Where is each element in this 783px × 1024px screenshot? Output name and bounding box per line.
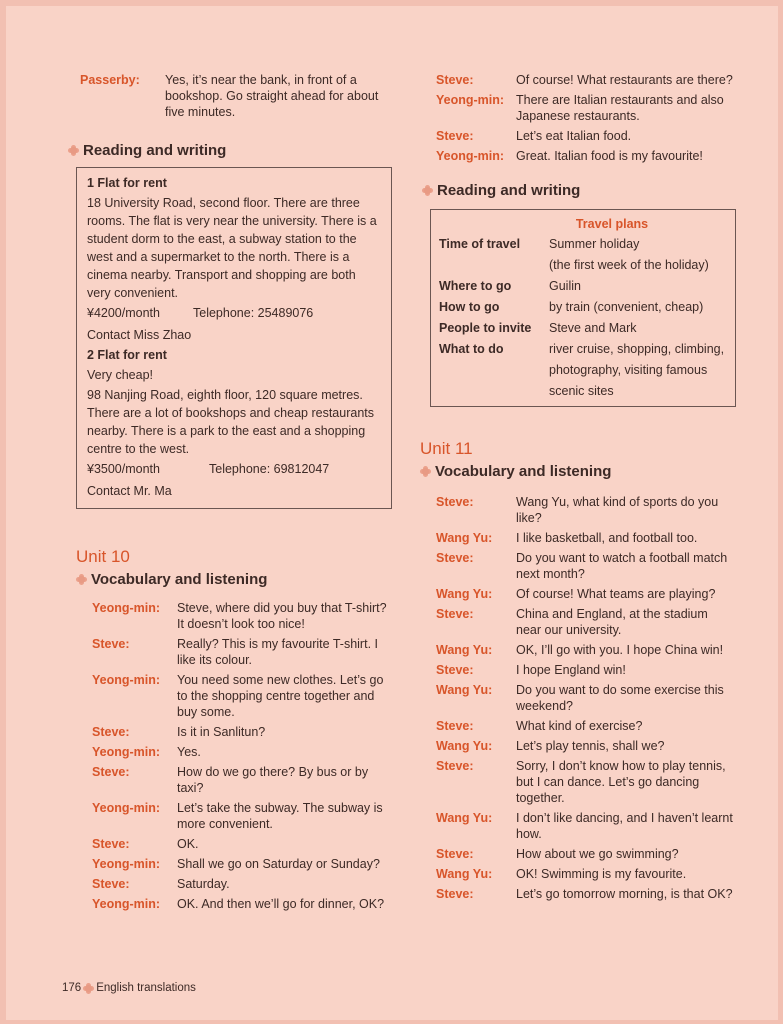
travel-key: People to invite (439, 321, 532, 335)
speaker: Steve: (92, 877, 130, 891)
travel-key: How to go (439, 300, 500, 314)
speaker: Wang Yu: (436, 587, 493, 601)
line-text: Saturday. (177, 877, 230, 891)
line-text: How do we go there? By bus or by taxi? (177, 765, 369, 795)
speaker: Steve: (92, 637, 130, 651)
vocab-heading: Vocabulary and listening (420, 463, 738, 480)
flat-1-contact: Contact Miss Zhao (87, 328, 192, 342)
line-text: Let’s play tennis, shall we? (516, 739, 665, 753)
dialogue-line (436, 72, 738, 88)
speaker: Steve: (436, 607, 474, 621)
line-text: Do you want to do some exercise this weekend? (516, 683, 724, 713)
line-text: You need some new clothes. Let’s go to the shopping centre together and buy some. (177, 673, 384, 719)
flat-2-phone: Telephone: 69812047 (209, 462, 330, 476)
speaker: Steve: (92, 765, 130, 779)
dialogue-line (436, 682, 734, 714)
dialogue-line (436, 718, 734, 734)
reading-writing-heading: Reading and writing (422, 182, 738, 199)
flat-1-description: 18 University Road, second floor. There are three rooms. The flat is very near the university. There is a student dorm to the east, a subway station to the west and a supermarket to the north. There is a cinema nearby. Transport and shopping are both very convenient. (87, 196, 377, 300)
line-text: I hope England win! (516, 663, 626, 677)
dialogue-line (436, 92, 738, 124)
line-text: Let’s eat Italian food. (516, 129, 632, 143)
unit-11-dialogue (436, 494, 734, 902)
speaker: Yeong-min: (436, 93, 505, 107)
speaker: Wang Yu: (436, 683, 493, 697)
travel-key: Where to go (439, 279, 512, 293)
speaker: Steve: (436, 495, 474, 509)
speaker: Yeong-min: (92, 801, 161, 815)
dialogue-line (92, 744, 392, 760)
speaker: Yeong-min: (92, 897, 161, 911)
speaker: Steve: (92, 837, 130, 851)
line-text: How about we go swimming? (516, 847, 679, 861)
travel-plans-box (430, 209, 736, 407)
flower-bullet-icon (420, 466, 431, 477)
dialogue-line (92, 672, 392, 720)
left-column (76, 72, 392, 916)
line-text: China and England, at the stadium near our university. (516, 607, 708, 637)
unit-10-dialogue (92, 600, 392, 912)
flat-2-price-row (87, 460, 381, 478)
line-text: Shall we go on Saturday or Sunday? (177, 857, 380, 871)
travel-value: Steve and Mark (549, 321, 637, 335)
line-text: Sorry, I don’t know how to play tennis, but I can dance. Let’s go dancing together. (516, 759, 726, 805)
line-text: There are Italian restaurants and also Japanese restaurants. (516, 93, 724, 123)
line-text: Steve, where did you buy that T-shirt? It doesn’t look too nice! (177, 601, 387, 631)
travel-row (439, 276, 727, 297)
dialogue-line (436, 550, 734, 582)
flat-ads-box (76, 167, 392, 509)
line-text: Of course! What restaurants are there? (516, 73, 733, 87)
right-top-dialogue (436, 72, 738, 164)
flower-bullet-icon (76, 574, 87, 585)
dialogue-line (92, 856, 392, 872)
travel-row (439, 255, 727, 276)
line-text: Yes. (177, 745, 201, 759)
speaker: Steve: (436, 847, 474, 861)
line-text: I don’t like dancing, and I haven’t learnt how. (516, 811, 733, 841)
speaker: Steve: (436, 759, 474, 773)
dialogue-line (92, 800, 392, 832)
line-text: OK! Swimming is my favourite. (516, 867, 687, 881)
speaker: Wang Yu: (436, 811, 493, 825)
dialogue-line (436, 866, 734, 882)
travel-row (439, 297, 727, 318)
speaker: Yeong-min: (92, 857, 161, 871)
travel-key: Time of travel (439, 237, 521, 251)
flat-2-tagline: Very cheap! (87, 368, 154, 382)
flat-2-title: 2 Flat for rent (87, 348, 167, 362)
flat-1-price: ¥4200/month (87, 306, 160, 320)
flat-1-title: 1 Flat for rent (87, 176, 167, 190)
travel-value: (the first week of the holiday) (549, 258, 709, 272)
dialogue-line (92, 876, 392, 892)
travel-row (439, 234, 727, 255)
dialogue-line (436, 606, 734, 638)
footer-section: English translations (96, 982, 196, 994)
vocab-heading: Vocabulary and listening (76, 571, 392, 588)
travel-row (439, 318, 727, 339)
dialogue-line (436, 494, 734, 526)
travel-key: What to do (439, 342, 504, 356)
travel-row (439, 339, 727, 402)
dialogue-line (92, 600, 392, 632)
travel-key (439, 255, 549, 276)
dialogue-line (436, 886, 734, 902)
line-text: Yes, it’s near the bank, in front of a bookshop. Go straight ahead for about five minutes. (165, 73, 379, 119)
page-number: 176 (62, 982, 82, 994)
line-text: OK, I’ll go with you. I hope China win! (516, 643, 724, 657)
speaker: Wang Yu: (436, 739, 493, 753)
speaker: Yeong-min: (92, 601, 161, 615)
flower-bullet-icon (68, 145, 79, 156)
dialogue-line (436, 662, 734, 678)
dialogue-line (436, 148, 738, 164)
dialogue-line (436, 128, 738, 144)
flat-2-description: 98 Nanjing Road, eighth floor, 120 square metres. There are a lot of bookshops and cheap restaurants nearby. There is a park to the east and a shopping centre to the west. (87, 388, 374, 456)
dialogue-line (436, 738, 734, 754)
dialogue-line (92, 636, 392, 668)
line-text: I like basketball, and football too. (516, 531, 698, 545)
dialogue-line (436, 810, 734, 842)
speaker: Yeong-min: (92, 673, 161, 687)
dialogue-line (436, 530, 734, 546)
travel-value: Summer holiday (549, 237, 640, 251)
speaker: Steve: (436, 73, 474, 87)
speaker: Steve: (436, 719, 474, 733)
speaker: Steve: (436, 887, 474, 901)
speaker: Yeong-min: (92, 745, 161, 759)
page-footer (62, 982, 196, 994)
line-text: Wang Yu, what kind of sports do you like? (516, 495, 719, 525)
speaker: Wang Yu: (436, 643, 493, 657)
line-text: OK. And then we’ll go for dinner, OK? (177, 897, 385, 911)
dialogue-line (92, 764, 392, 796)
line-text: Really? This is my favourite T-shirt. I like its colour. (177, 637, 378, 667)
speaker: Passerby: (80, 73, 140, 87)
line-text: Is it in Sanlitun? (177, 725, 266, 739)
speaker: Steve: (436, 551, 474, 565)
unit-10-title: Unit 10 (76, 547, 130, 566)
flat-1-phone: Telephone: 25489076 (193, 306, 314, 320)
dialogue-line (436, 586, 734, 602)
right-column (420, 72, 738, 906)
speaker: Wang Yu: (436, 531, 493, 545)
travel-value: river cruise, shopping, climbing, photography, visiting famous scenic sites (549, 342, 725, 398)
dialogue-line (436, 758, 734, 806)
flat-1-price-row (87, 304, 381, 322)
speaker: Steve: (436, 663, 474, 677)
travel-plans-title: Travel plans (575, 217, 649, 231)
travel-value: by train (convenient, cheap) (549, 300, 704, 314)
dialogue-line (92, 896, 392, 912)
dialogue-line (436, 642, 734, 658)
line-text: What kind of exercise? (516, 719, 643, 733)
line-text: OK. (177, 837, 199, 851)
left-top-dialogue (80, 72, 392, 120)
speaker: Wang Yu: (436, 867, 493, 881)
travel-value: Guilin (549, 279, 581, 293)
dialogue-line (92, 724, 392, 740)
flat-2-price: ¥3500/month (87, 462, 160, 476)
speaker: Steve: (436, 129, 474, 143)
line-text: Let’s take the subway. The subway is more convenient. (177, 801, 383, 831)
speaker: Steve: (92, 725, 130, 739)
line-text: Do you want to watch a football match next month? (516, 551, 728, 581)
line-text: Of course! What teams are playing? (516, 587, 716, 601)
dialogue-line (80, 72, 392, 120)
line-text: Let’s go tomorrow morning, is that OK? (516, 887, 733, 901)
line-text: Great. Italian food is my favourite! (516, 149, 703, 163)
reading-writing-heading: Reading and writing (68, 142, 392, 159)
speaker: Yeong-min: (436, 149, 505, 163)
flat-2-contact: Contact Mr. Ma (87, 484, 172, 498)
flower-bullet-icon (422, 185, 433, 196)
unit-11-title: Unit 11 (420, 439, 473, 458)
dialogue-line (92, 836, 392, 852)
dialogue-line (436, 846, 734, 862)
flower-bullet-icon (83, 983, 94, 994)
